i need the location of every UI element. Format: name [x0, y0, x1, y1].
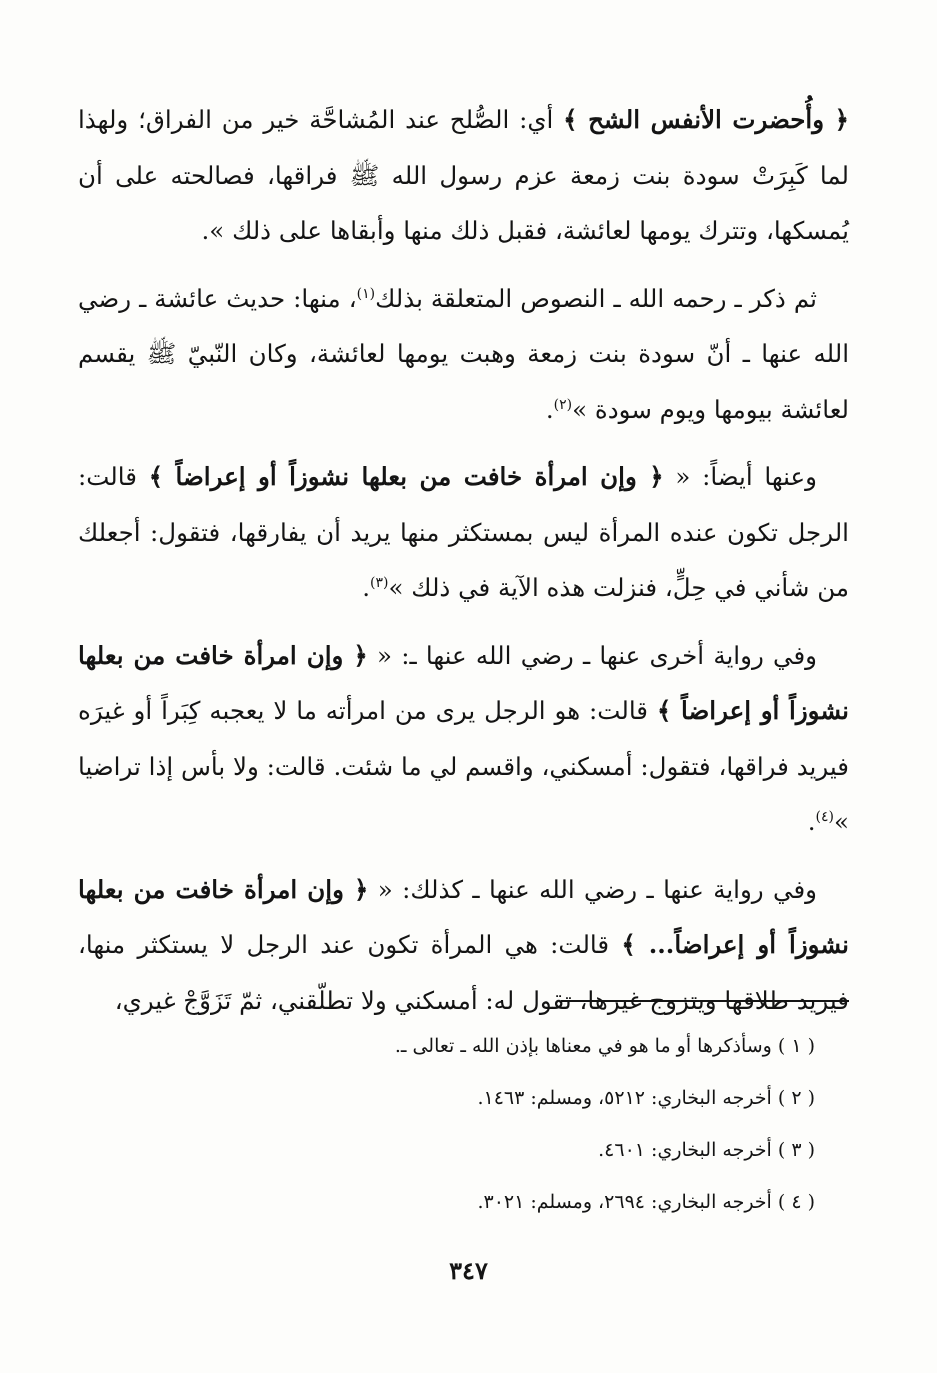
footnotes: [100, 1020, 815, 1228]
quran-quote: ﴿ وإن امرأة خافت من بعلها نشوزاً أو إعراضاً ﴾: [78, 640, 850, 725]
text-run: وعنها أيضاً: «: [663, 462, 817, 491]
footnote-ref: (٤): [815, 808, 834, 825]
quran-quote: ﴿ وأُحضرت الأنفس الشح ﴾: [563, 105, 849, 134]
text-run: .: [807, 807, 816, 836]
footnote-ref: (٣): [370, 574, 389, 591]
text-run: ثم ذكر ـ رحمه الله ـ النصوص المتعلقة بذلك: [375, 283, 818, 313]
paragraph-3: [78, 449, 849, 616]
footnote-ref: (٢): [553, 396, 573, 413]
footnote-3: ( ٣ ) أخرجه البخاري: ٤٦٠١.: [598, 1139, 815, 1161]
paragraph-1: [78, 92, 849, 259]
footnote-1: ( ١ ) وسأذكرها أو ما هو في معناها بإذن الله ـ تعالى ـ.: [394, 1035, 815, 1057]
paragraph-5: [78, 862, 849, 1029]
text-run: قالت: الرجل تكون عنده المرأة ليس بمستكثر منها يريد أن يفارقها، فتقول: أجعلك من شأني في حِلٍّ، فنزلت هذه الآية في ذلك »: [78, 462, 849, 602]
text-run: قالت: هي المرأة تكون عند الرجل لا يستكثر منها، فيريد طلاقها ويتزوج غيرها، تقول له: أمسكني ولا تطلّقني، ثمّ تَزَوَّجْ غيري،: [78, 930, 849, 1015]
text-run: .: [545, 394, 554, 424]
text-run: .: [362, 573, 371, 602]
footnote-4: ( ٤ ) أخرجه البخاري: ٢٦٩٤، ومسلم: ٣٠٢١.: [477, 1191, 815, 1213]
page-number: ٣٤٧: [449, 1256, 488, 1285]
text-run: ، منها: حديث عائشة ـ رضي الله عنها ـ أنّ سودة بنت زمعة وهبت يومها لعائشة، وكان النّبيّ ﷺ يقسم لعائشة بيومها ويوم سودة »: [78, 283, 849, 424]
quran-quote: ﴿ وإن امرأة خافت من بعلها نشوزاً أو إعراضاً... ﴾: [78, 874, 849, 959]
paragraph-4: [78, 628, 849, 850]
footnote-separator: [561, 1000, 849, 1002]
footnote-ref: (١): [356, 285, 376, 302]
quran-quote: ﴿ وإن امرأة خافت من بعلها نشوزاً أو إعراضاً ﴾: [148, 462, 664, 491]
text-run: وفي رواية أخرى عنها ـ رضي الله عنها ـ: «: [367, 640, 817, 670]
main-text: [78, 92, 849, 1040]
text-run: أي: الصُّلح عند المُشاحَّة خير من الفراق؛ ولهذا لما كَبِرَتْ سودة بنت زمعة عزم رسول الله ﷺ فراقها، فصالحته على أن يُمسكها، وتترك يومها لعائشة، فقبل ذلك منها وأبقاها على ذلك ».: [78, 105, 849, 245]
text-run: وفي رواية عنها ـ رضي الله عنها ـ كذلك: «: [368, 874, 817, 904]
text-run: قالت: هو الرجل يرى من امرأته ما لا يعجبه كِبَراً أو غيرَه فيريد فراقها، فتقول: أمسكني، واقسم لي ما شئت. قالت: ولا بأس إذا تراضيا »: [78, 696, 849, 836]
paragraph-2: [78, 271, 849, 438]
footnote-2: ( ٢ ) أخرجه البخاري: ٥٢١٢، ومسلم: ١٤٦٣.: [477, 1087, 815, 1109]
